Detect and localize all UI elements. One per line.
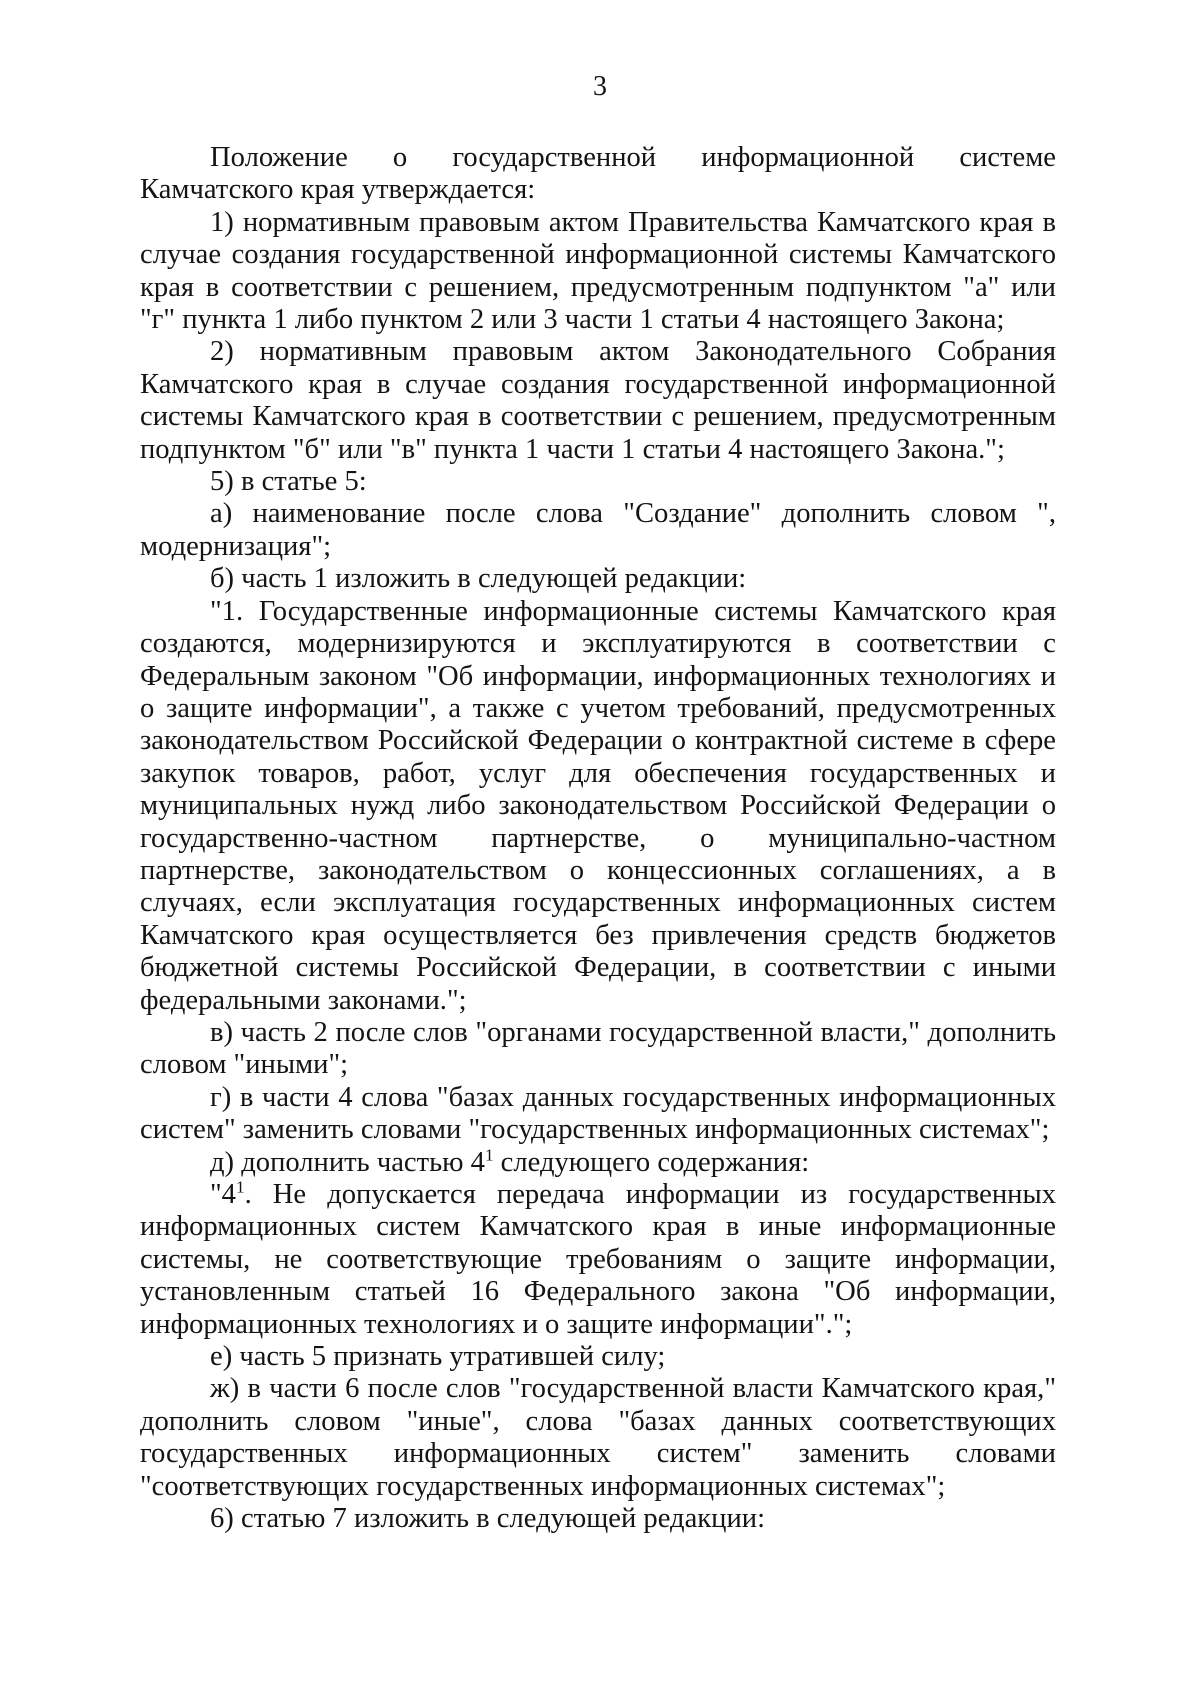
paragraph-item-2: 2) нормативным правовым актом Законодательного Собрания Камчатского края в случае создания государственной информационной системы Камчатского края в соответствии с решением, предусмотренным подпунктом "б" или "в" пункта 1 части 1 статьи 4 настоящего Закона."; (140, 336, 1056, 465)
paragraph-regulation-approval: Положение о государственной информационной системе Камчатского края утверждается: (140, 142, 1056, 206)
paragraph-part-1-text: "1. Государственные информационные системы Камчатского края создаются, модернизируются и эксплуатируются в соответствии с Федеральным законом "Об информации, информационных технологиях и о защите информации", а также с учетом требований, предусмотренных законодательством Российской Федерации о контрактной системе в сфере закупок товаров, работ, услуг для обеспечения государственных и муниципальных нужд либо законодательством Российской Федерации о государственно-частном партнерстве, о муниципально-частном партнерстве, законодательством о концессионных соглашениях, а в случаях, если эксплуатация государственных информационных систем Камчатского края осуществляется без привлечения средств бюджетов бюджетной системы Российской Федерации, в соответствии с иными федеральными законами."; (140, 595, 1056, 1016)
page-number: 3 (593, 71, 607, 102)
subitem-d-text: д) дополнить частью 4 (210, 1146, 485, 1178)
superscript-number: 1 (235, 1177, 245, 1197)
paragraph-subitem-b: б) часть 1 изложить в следующей редакции: (210, 563, 747, 595)
part-4-1-open: "4 (210, 1179, 236, 1210)
paragraph-subitem-e: е) часть 5 признать утратившей силу; (210, 1341, 666, 1373)
paragraph-subitem-v: в) часть 2 после слов "органами государственной власти," дополнить словом "иными"; (140, 1016, 1056, 1081)
paragraph-item-1: 1) нормативным правовым актом Правительства Камчатского края в случае создания государственной информационной системы Камчатского края в соответствии с решением, предусмотренным подпунктом "а" или "г" пункта 1 либо пунктом 2 или 3 части 1 статьи 4 настоящего Закона; (140, 206, 1056, 336)
part-4-1-body: . Не допускается передача информации из государственных информационных систем Камчатского края в иные информационные системы, не соответствующие требованиям о защите информации, установленным статьей 16 Федерального закона "Об информации, информационных технологиях и о защите информации"."; (140, 1179, 1056, 1340)
paragraph-subitem-g: г) в части 4 слова "базах данных государственных информационных систем" заменить словами "государственных информационных системах"; (140, 1081, 1056, 1146)
paragraph-item-5: 5) в статье 5: (210, 466, 367, 498)
superscript-number: 1 (484, 1145, 494, 1165)
document-body (140, 142, 1056, 1535)
paragraph-subitem-d (140, 1147, 1056, 1179)
paragraph-subitem-a: а) наименование после слова "Создание" дополнить словом ", модернизация"; (140, 498, 1056, 562)
paragraph-part-4-1-text (140, 1179, 1056, 1341)
subitem-d-tail: следующего содержания: (493, 1146, 810, 1178)
paragraph-item-6: 6) статью 7 изложить в следующей редакции: (210, 1503, 766, 1535)
paragraph-subitem-zh: ж) в части 6 после слов "государственной власти Камчатского края," дополнить словом "иные", слова "базах данных соответствующих государственных информационных систем" заменить словами "соответствующих государственных информационных системах"; (140, 1373, 1056, 1502)
